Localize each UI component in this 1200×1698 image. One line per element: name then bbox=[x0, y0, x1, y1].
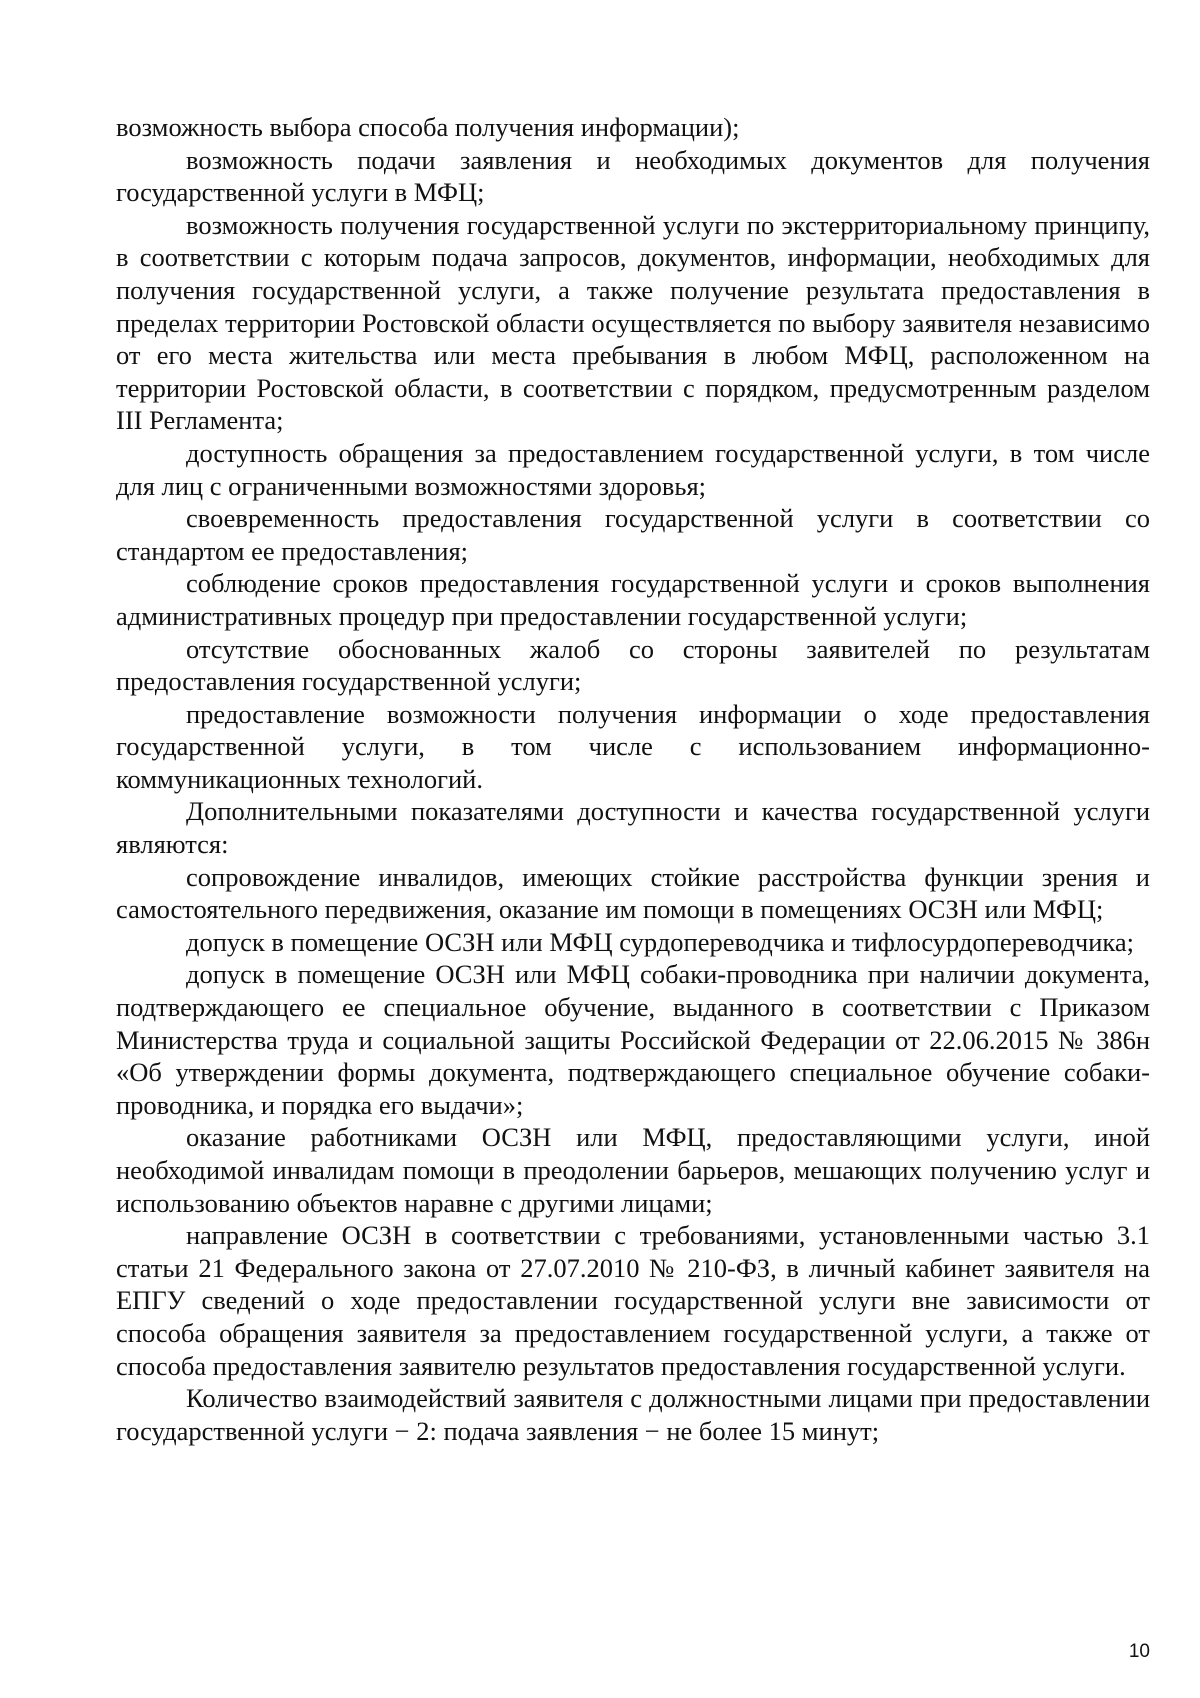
paragraph: оказание работниками ОСЗН или МФЦ, предоставляющими услуги, иной необходимой инвалидам помощи в преодолении барьеров, мешающих получению услуг и использованию объектов наравне с другими лицами; bbox=[116, 1122, 1150, 1218]
paragraph: своевременность предоставления государственной услуги в соответствии со стандартом ее предоставления; bbox=[116, 503, 1150, 566]
paragraph: Дополнительными показателями доступности и качества государственной услуги являются: bbox=[116, 796, 1150, 860]
paragraph: возможность подачи заявления и необходимых документов для получения государственной услуги в МФЦ; bbox=[116, 144, 1150, 208]
document-body bbox=[116, 111, 1150, 1447]
paragraph: отсутствие обоснованных жалоб со стороны заявителей по результатам предоставления государственной услуги; bbox=[116, 633, 1150, 697]
paragraph: предоставление возможности получения информации о ходе предоставления государственной услуги, в том числе с использованием информационно-коммуникационных технологий. bbox=[116, 698, 1150, 794]
paragraph: сопровождение инвалидов, имеющих стойкие расстройства функции зрения и самостоятельного передвижения, оказание им помощи в помещениях ОСЗН или МФЦ; bbox=[116, 861, 1150, 925]
paragraph: Количество взаимодействий заявителя с должностными лицами при предоставлении государственной услуги − 2: подача заявления − не более 15 минут; bbox=[116, 1383, 1150, 1446]
paragraph: допуск в помещение ОСЗН или МФЦ сурдопереводчика и тифлосурдопереводчика; bbox=[186, 926, 1135, 957]
paragraph: доступность обращения за предоставлением государственной услуги, в том числе для лиц с ограниченными возможностями здоровья; bbox=[116, 437, 1150, 501]
paragraph: направление ОСЗН в соответствии с требованиями, установленными частью 3.1 статьи 21 Федерального закона от 27.07.2010 № 210-ФЗ, в личный кабинет заявителя на ЕПГУ сведений о ходе предоставлении государственной услуги вне зависимости от способа обращения заявителя за предоставлением государственной услуги, а также от способа предоставления заявителю результатов предоставления государственной услуги. bbox=[116, 1220, 1150, 1381]
paragraph: допуск в помещение ОСЗН или МФЦ собаки-проводника при наличии документа, подтверждающего ее специальное обучение, выданного в соответствии с Приказом Министерства труда и социальной защиты Российской Федерации от 22.06.2015 № 386н «Об утверждении формы документа, подтверждающего специальное обучение собаки-проводника, и порядка его выдачи»; bbox=[116, 959, 1150, 1120]
paragraph: возможность выбора способа получения информации); bbox=[116, 112, 740, 142]
paragraph: возможность получения государственной услуги по экстерриториальному принципу, в соответствии с которым подача запросов, документов, информации, необходимых для получения государственной услуги, а также получение результата предоставления в пределах территории Ростовской области осуществляется по выбору заявителя независимо от его места жительства или места пребывания в любом МФЦ, расположенном на территории Ростовской области, в соответствии с порядком, предусмотренным разделом III Регламента; bbox=[116, 209, 1150, 436]
page-number: 10 bbox=[1128, 1641, 1150, 1662]
paragraph: соблюдение сроков предоставления государственной услуги и сроков выполнения административных процедур при предоставлении государственной услуги; bbox=[116, 568, 1150, 631]
